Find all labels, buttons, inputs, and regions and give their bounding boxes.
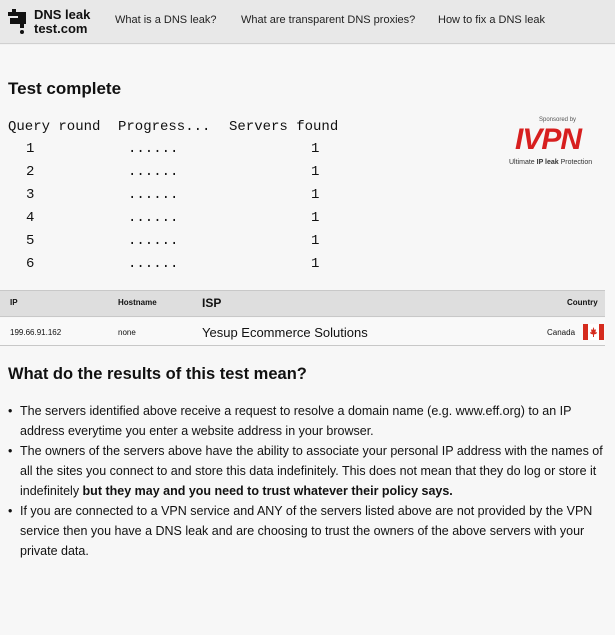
query-servers-found: 1	[311, 187, 320, 203]
nav-link-what-is-dns-leak[interactable]: What is a DNS leak?	[115, 14, 217, 26]
query-servers-found: 1	[311, 141, 320, 157]
logo-text-line1: DNS leak	[34, 7, 91, 22]
query-servers-found: 1	[311, 233, 320, 249]
site-logo[interactable]	[6, 6, 96, 38]
isp-cell: Yesup Ecommerce Solutions	[202, 325, 368, 340]
logo-text-line2: test.com	[34, 21, 88, 36]
query-progress: ......	[128, 187, 179, 203]
hostname-cell: none	[118, 328, 136, 337]
main-content	[0, 45, 615, 635]
query-progress: ......	[128, 210, 179, 226]
results-table-header	[0, 290, 605, 317]
page-title: Test complete	[8, 79, 122, 98]
table-row	[0, 318, 605, 346]
country-column-header: Country	[567, 298, 598, 307]
nav-link-transparent-dns-proxies[interactable]: What are transparent DNS proxies?	[241, 14, 416, 26]
bullet-icon: •	[8, 404, 13, 418]
query-round-number: 4	[26, 210, 35, 226]
query-servers-found: 1	[311, 256, 320, 272]
query-servers-found: 1	[311, 164, 320, 180]
progress-header: Progress...	[118, 119, 211, 135]
bullet-icon: •	[8, 504, 13, 518]
ivpn-logo: IVPN	[515, 123, 582, 156]
nav-link-how-to-fix[interactable]: How to fix a DNS leak	[438, 14, 545, 26]
bullet-icon: •	[8, 444, 13, 458]
list-item: • The owners of the servers above have the ability to associate your personal IP address with the names of all the sites you connect to and store this data indefinitely. This does not mean that they do log or store it indefinitely but they may and you need to trust whatever their policy says.	[8, 441, 608, 501]
query-progress: ......	[128, 141, 179, 157]
query-progress: ......	[128, 164, 179, 180]
list-item: • The servers identified above receive a request to resolve a domain name (e.g. www.eff.org) to an IP address everytime you enter a website address in your browser.	[8, 401, 608, 441]
query-progress: ......	[128, 233, 179, 249]
ip-column-header: IP	[10, 298, 18, 307]
query-round-number: 1	[26, 141, 35, 157]
sponsor-tagline: Ultimate IP leak Protection	[509, 159, 593, 166]
query-servers-found: 1	[311, 210, 320, 226]
servers-found-header: Servers found	[229, 119, 339, 135]
query-round-header: Query round	[8, 119, 101, 135]
isp-column-header: ISP	[202, 296, 222, 310]
sponsor-ad[interactable]	[505, 117, 613, 173]
hostname-column-header: Hostname	[118, 298, 157, 307]
faucet-icon	[6, 8, 32, 36]
ip-cell: 199.66.91.162	[10, 328, 62, 337]
results-meaning-heading: What do the results of this test mean?	[8, 365, 307, 383]
query-round-number: 3	[26, 187, 35, 203]
query-round-number: 2	[26, 164, 35, 180]
top-navigation-bar	[0, 0, 615, 44]
sponsored-by-label: Sponsored by	[539, 117, 577, 123]
query-round-number: 6	[26, 256, 35, 272]
canada-flag-icon	[583, 324, 604, 340]
results-explanation-list	[8, 401, 608, 561]
country-cell: Canada	[547, 328, 576, 337]
list-item: • If you are connected to a VPN service and ANY of the servers listed above are not provided by the VPN service then you have a DNS leak and are choosing to trust the owners of the above servers with your private data.	[8, 501, 608, 561]
query-round-number: 5	[26, 233, 35, 249]
query-progress: ......	[128, 256, 179, 272]
